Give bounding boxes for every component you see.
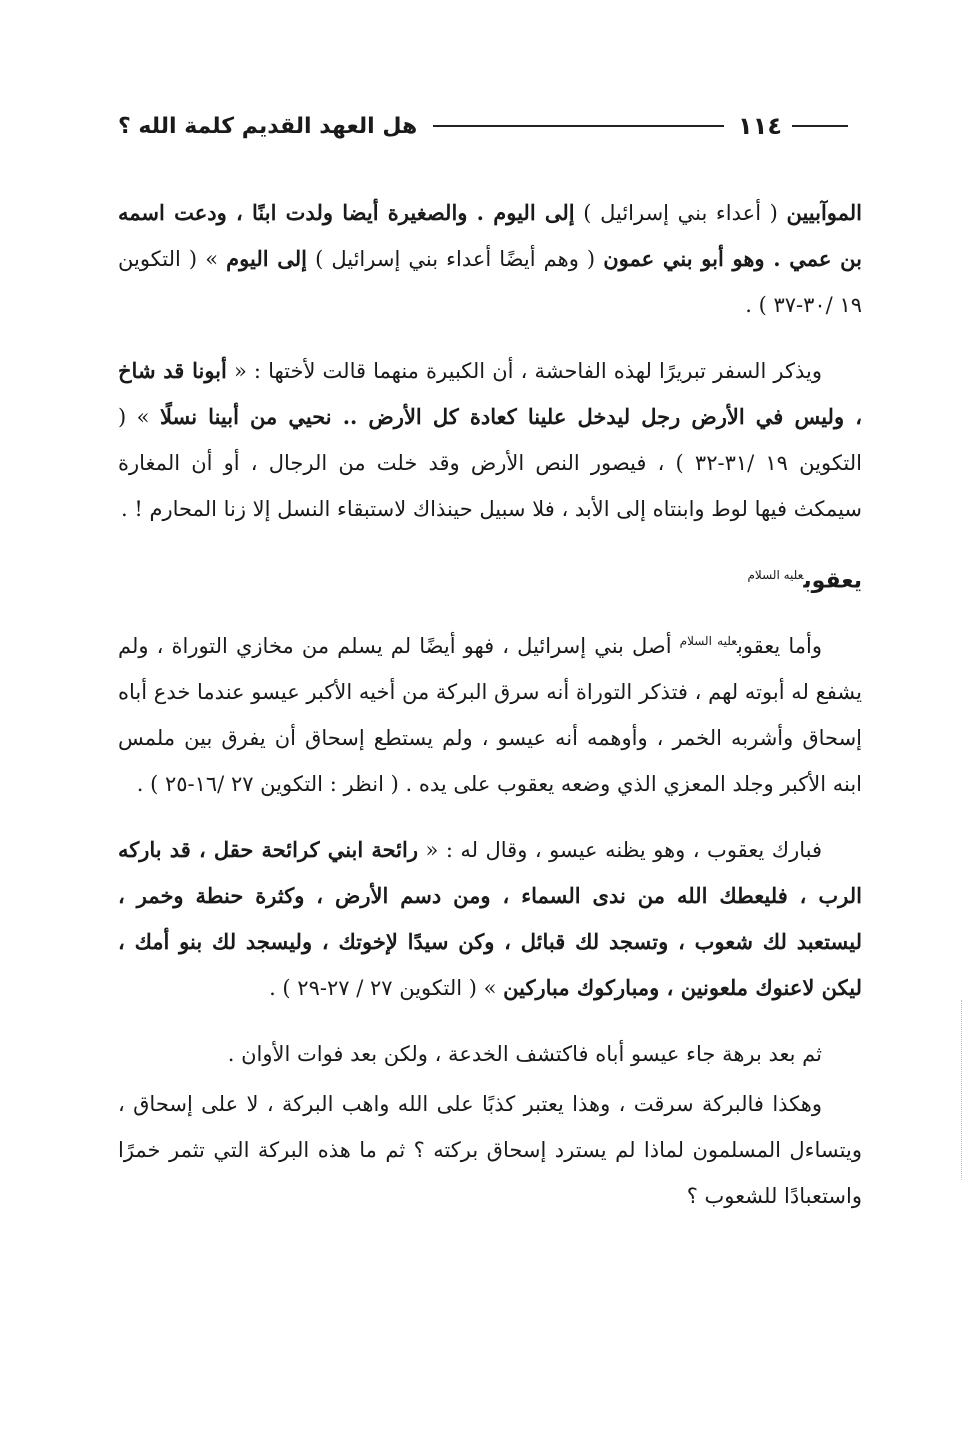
- plain-phrase: » ( التكوين ١٩ /٣٠-٣٧ ) .: [118, 247, 862, 317]
- plain-phrase: ( وهم أيضًا أعداء بني إسرائيل ): [307, 247, 604, 271]
- plain-phrase: وأما يعقوب: [736, 634, 822, 659]
- paragraph-conclusion: وهكذا فالبركة سرقت ، وهذا يعتبر كذبًا على الله واهب البركة ، لا على إسحاق ، ويتساءل المسلمون لماذا لم يسترد إسحاق بركته ؟ ثم ما هذه البركة التي تثمر خمرًا واستعبادًا للشعوب ؟: [118, 1092, 862, 1209]
- plain-phrase: فبارك يعقوب ، وهو يظنه عيسو ، وقال له : «: [417, 838, 822, 863]
- plain-phrase: » ( التكوين ١٩ /٣١-٣٢ ) ، فيصور النص الأرض وقد خلت من الرجال ، أو أن المغارة سيمكث فيها لوط وابنتاه إلى الأبد ، فلا سبيل حينذاك لاستبقاء النسل إلا زنا المحارم ! .: [118, 405, 862, 521]
- paragraph-esau-returns: ثم بعد برهة جاء عيسو أباه فاكتشف الخدعة ، ولكن بعد فوات الأوان .: [227, 1042, 822, 1067]
- paragraph-isaac-blessing: [118, 827, 862, 1011]
- paragraph-justification: [118, 348, 862, 532]
- page-body: [118, 190, 862, 1239]
- paragraph-moabites: [118, 190, 862, 328]
- header-rule-long: [433, 125, 724, 127]
- paragraph-jacob-blessing: [118, 618, 862, 807]
- honorific-mark: عليه السلام: [747, 568, 804, 582]
- plain-phrase: ويذكر السفر تبريرًا لهذه الفاحشة ، أن الكبيرة منهما قالت لأختها : «: [226, 359, 822, 383]
- section-heading-jacob: [118, 552, 862, 604]
- page-number: ١١٤: [738, 112, 782, 140]
- bold-phrase: إلى اليوم: [226, 246, 307, 271]
- bold-quote: رائحة ابني كرائحة حقل ، قد باركه الرب ، فليعطك الله من ندى السماء ، ومن دسم الأرض ، وكثرة حنطة وخمر ، ليستعبد لك شعوب ، وتسجد لك قبائل ، وكن سيدًا لإخوتك ، وليسجد لك بنو أمك ، ليكن لاعنوك ملعونين ، ومباركوك مباركين: [118, 837, 862, 1001]
- bold-quote: أبونا قد شاخ ، وليس في الأرض رجل ليدخل علينا كعادة كل الأرض .. نحيي من أبينا نسلًا: [118, 358, 862, 429]
- running-title: هل العهد القديم كلمة الله ؟: [118, 113, 418, 139]
- running-header: [118, 106, 848, 146]
- plain-phrase: أصل بني إسرائيل ، فهو أيضًا لم يسلم من مخازي التوراة ، ولم يشفع له أبوته لهم ، فتذكر التوراة أنه سرق البركة من أخيه الأكبر عيسو عندما خدع أباه إسحاق وأشربه الخمر ، وأوهمه أنه عيسو ، ولم يستطع إسحاق أن يفرق بين ملمس ابنه الأكبر وجلد المعزي الذي وضعه يعقوب على يده . ( انظر : التكوين ٢٧ /١٦-٢٥ ) .: [118, 634, 862, 797]
- honorific-mark: عليه السلام: [679, 634, 737, 649]
- bold-phrase: إلى اليوم . والصغيرة أيضا ولدت ابنًا ، ودعت اسمه بن عمي . وهو أبو بني عمون: [118, 200, 863, 271]
- plain-phrase: » ( التكوين ٢٧ / ٢٧-٢٩ ) .: [269, 976, 504, 1001]
- plain-phrase: ( أعداء بني إسرائيل ): [574, 201, 787, 225]
- page-edge-mark: [961, 1000, 962, 1180]
- header-rule-short: [792, 125, 848, 127]
- section-heading-text: يعقوب: [803, 568, 862, 594]
- bold-phrase: الموآبيين: [786, 200, 863, 225]
